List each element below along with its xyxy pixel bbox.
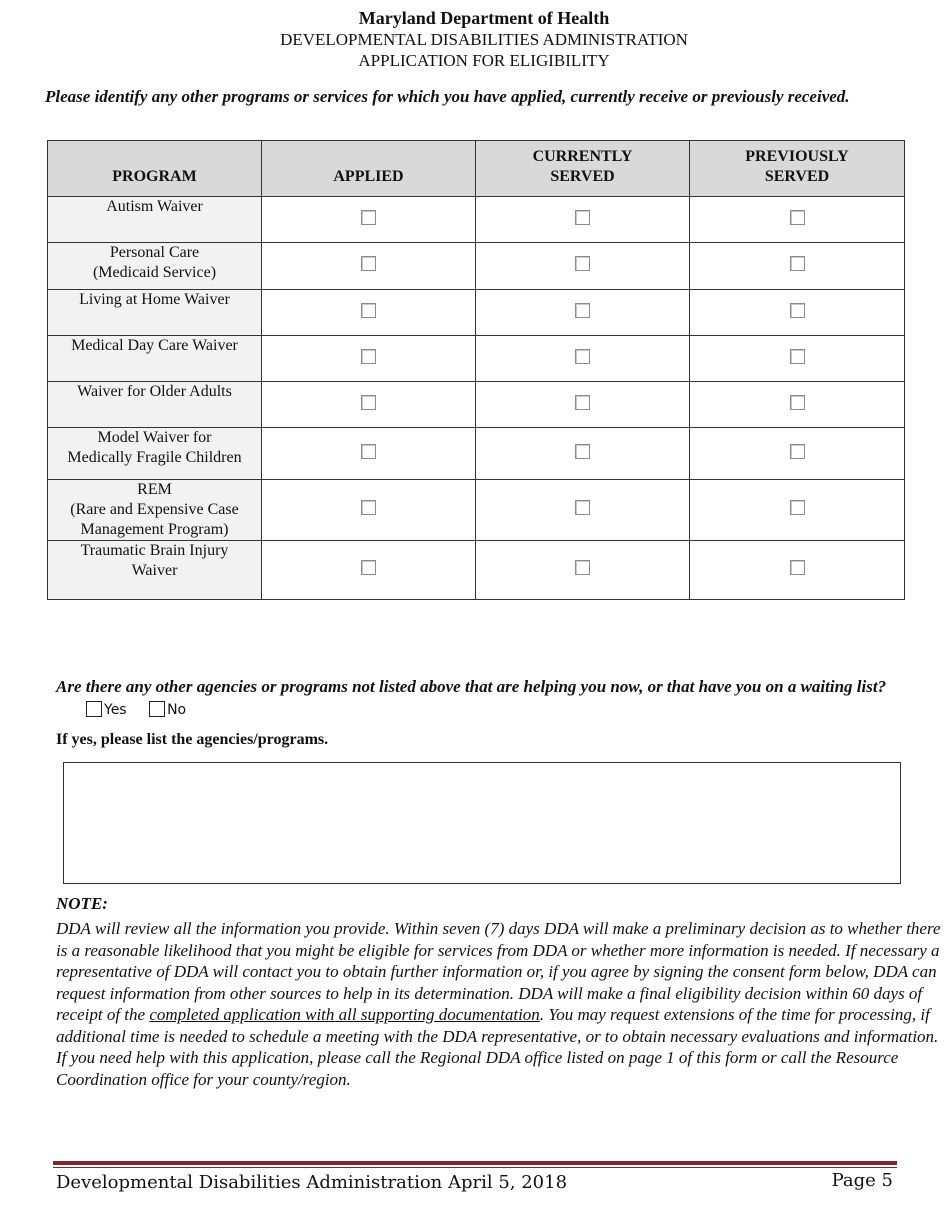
previously-served-checkbox[interactable] (790, 444, 805, 459)
table-row (48, 197, 905, 243)
page-number: Page 5 (831, 1170, 893, 1191)
program-name (48, 428, 262, 480)
program-name-line: Medical Day Care Waiver (71, 337, 238, 354)
program-name-line: Model Waiver for (97, 429, 212, 446)
applied-checkbox[interactable] (361, 210, 376, 225)
cell-currently-served (476, 428, 690, 480)
previously-served-checkbox[interactable] (790, 303, 805, 318)
previously-served-checkbox[interactable] (790, 210, 805, 225)
cell-previously-served (690, 428, 905, 480)
table-row (48, 480, 905, 541)
cell-applied (262, 382, 476, 428)
column-header-applied: APPLIED (262, 141, 476, 197)
cell-previously-served (690, 290, 905, 336)
currently-served-checkbox[interactable] (575, 303, 590, 318)
note-text-part2: . You may request extensions of the time for processing, if additional time is needed to schedule a meeting with the DDA representative, or to obtain necessary evaluations and information. If you need help with this application, please call the Regional DDA office listed on page 1 of this form or call the Resource Coordination office for your county/region. (56, 1005, 939, 1089)
cell-applied (262, 428, 476, 480)
footer-rule-thin (53, 1167, 897, 1168)
cell-currently-served (476, 480, 690, 541)
program-name-line: (Rare and Expensive Case (70, 501, 239, 518)
note-text-part1: DDA will review all the information you provide. Within seven (7) days DDA will make a preliminary decision as to whether there is a reasonable likelihood that you might be eligible for services from DDA or whether more information is needed. If necessary a representative of DDA will contact you to obtain further information or, if you agree by signing the consent form below, DDA can request information from other sources to help in its determination. DDA will make a final eligibility decision within 60 days of receipt of the (56, 919, 941, 1024)
table-row (48, 382, 905, 428)
intro-instruction: Please identify any other programs or services for which you have applied, currently receive or previously received. (45, 87, 850, 106)
cell-applied (262, 197, 476, 243)
table-row (48, 290, 905, 336)
program-name-line: Waiver for Older Adults (77, 383, 232, 400)
currently-served-checkbox[interactable] (575, 349, 590, 364)
cell-previously-served (690, 541, 905, 600)
cell-previously-served (690, 243, 905, 290)
program-name-line: Waiver (131, 562, 178, 579)
program-name (48, 541, 262, 600)
footer-rule-thick (53, 1161, 897, 1165)
programs-table (47, 140, 905, 600)
cell-applied (262, 541, 476, 600)
program-rows (48, 197, 905, 600)
cell-applied (262, 290, 476, 336)
program-name-line: Traumatic Brain Injury (80, 542, 229, 559)
table-row (48, 541, 905, 600)
program-name-line: Management Program) (80, 521, 229, 538)
table-header-row (48, 141, 905, 197)
cell-previously-served (690, 336, 905, 382)
cell-previously-served (690, 382, 905, 428)
table-row (48, 428, 905, 480)
program-name-line: (Medicaid Service) (92, 264, 217, 281)
cell-applied (262, 480, 476, 541)
cell-currently-served (476, 382, 690, 428)
applied-checkbox[interactable] (361, 303, 376, 318)
cell-applied (262, 243, 476, 290)
program-name-line: Medically Fragile Children (67, 449, 242, 466)
form-title: APPLICATION FOR ELIGIBILITY (358, 51, 610, 70)
footer-text: Developmental Disabilities Administration April 5, 2018 (56, 1172, 568, 1193)
program-name-line: Personal Care (109, 244, 200, 261)
org-name: Maryland Department of Health (358, 8, 610, 28)
yes-checkbox[interactable] (86, 701, 102, 717)
cell-currently-served (476, 243, 690, 290)
cell-currently-served (476, 197, 690, 243)
division-name: DEVELOPMENTAL DISABILITIES ADMINISTRATION (280, 30, 688, 49)
applied-checkbox[interactable] (361, 444, 376, 459)
program-name (48, 382, 262, 428)
currently-served-checkbox[interactable] (575, 500, 590, 515)
program-name (48, 336, 262, 382)
program-name (48, 480, 262, 541)
previously-served-checkbox[interactable] (790, 500, 805, 515)
program-name (48, 243, 262, 290)
note-body (56, 918, 944, 1090)
agencies-list-field[interactable] (63, 762, 901, 884)
table-row (48, 336, 905, 382)
program-name-line: REM (137, 481, 172, 498)
previously-served-checkbox[interactable] (790, 395, 805, 410)
program-name (48, 290, 262, 336)
column-header-previously-served: PREVIOUSLY SERVED (690, 141, 905, 197)
agencies-question (56, 676, 906, 721)
agencies-question-text: Are there any other agencies or programs not listed above that are helping you now, or that have you on a waiting list? (56, 677, 887, 696)
cell-currently-served (476, 541, 690, 600)
no-checkbox[interactable] (149, 701, 165, 717)
previously-served-checkbox[interactable] (790, 560, 805, 575)
currently-served-checkbox[interactable] (575, 395, 590, 410)
page-header (0, 8, 950, 71)
agencies-list-label: If yes, please list the agencies/programs. (56, 731, 329, 748)
applied-checkbox[interactable] (361, 256, 376, 271)
program-name-line: Living at Home Waiver (79, 291, 230, 308)
cell-currently-served (476, 290, 690, 336)
currently-served-checkbox[interactable] (575, 444, 590, 459)
previously-served-checkbox[interactable] (790, 349, 805, 364)
applied-checkbox[interactable] (361, 395, 376, 410)
yes-label: Yes (104, 702, 127, 718)
column-header-currently-served: CURRENTLY SERVED (476, 141, 690, 197)
cell-currently-served (476, 336, 690, 382)
column-header-program: PROGRAM (48, 141, 262, 197)
note-text-underlined: completed application with all supporting documentation (149, 1005, 540, 1024)
no-label: No (167, 702, 187, 718)
previously-served-checkbox[interactable] (790, 256, 805, 271)
cell-previously-served (690, 197, 905, 243)
cell-applied (262, 336, 476, 382)
table-row (48, 243, 905, 290)
currently-served-checkbox[interactable] (575, 560, 590, 575)
currently-served-checkbox[interactable] (575, 256, 590, 271)
program-name-line: Autism Waiver (106, 198, 203, 215)
applied-checkbox[interactable] (361, 349, 376, 364)
applied-checkbox[interactable] (361, 560, 376, 575)
cell-previously-served (690, 480, 905, 541)
applied-checkbox[interactable] (361, 500, 376, 515)
currently-served-checkbox[interactable] (575, 210, 590, 225)
note-heading: NOTE: (56, 894, 108, 913)
yes-no-options (86, 699, 204, 721)
program-name (48, 197, 262, 243)
